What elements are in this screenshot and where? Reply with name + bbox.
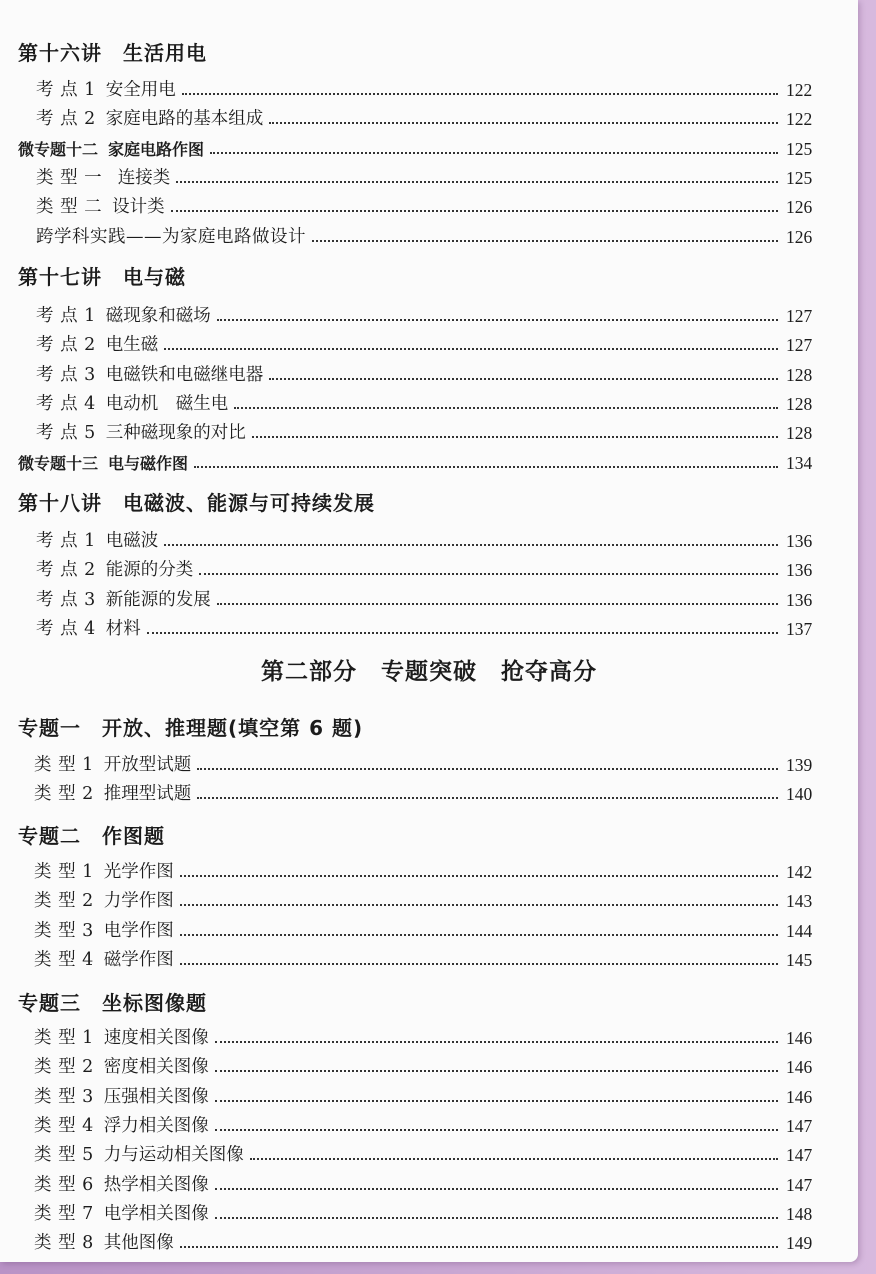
dot-leader <box>250 1158 778 1160</box>
dot-leader <box>180 875 778 877</box>
dot-leader <box>269 378 778 380</box>
page-number: 142 <box>786 862 813 882</box>
section-heading: 专题三 坐标图像题 <box>18 991 207 1015</box>
entry-title: 密度相关图像 <box>103 1057 209 1078</box>
entry-label: 类 型 1 <box>34 862 94 882</box>
page-number: 145 <box>786 949 813 970</box>
toc-entry[interactable] <box>0 299 858 327</box>
entry-label: 类 型 一 <box>36 167 103 188</box>
entry-title: 电磁铁和电磁继电器 <box>105 364 264 385</box>
entry-label: 类 型 6 <box>34 1174 94 1195</box>
page-number: 122 <box>786 80 813 100</box>
toc-entry[interactable] <box>0 220 858 248</box>
dot-leader <box>180 934 778 936</box>
entry-title: 推理型试题 <box>103 784 192 805</box>
page-number: 147 <box>786 1115 813 1136</box>
entry-label: 考 点 1 <box>36 80 96 100</box>
dot-leader <box>164 544 778 546</box>
toc-entry[interactable] <box>0 1226 858 1254</box>
toc-entry[interactable] <box>0 777 858 805</box>
dot-leader <box>180 963 778 965</box>
entry-label: 类 型 3 <box>34 920 94 941</box>
entry-title: 速度相关图像 <box>103 1028 209 1048</box>
entry-title: 材料 <box>105 618 141 639</box>
entry-label: 微专题十二 <box>18 139 99 159</box>
entry-title: 家庭电路作图 <box>108 139 205 159</box>
dot-leader <box>194 466 778 468</box>
entry-label: 考 点 2 <box>36 560 96 581</box>
entry-label: 类 型 3 <box>34 1086 94 1107</box>
toc-entry[interactable] <box>0 583 858 611</box>
entry-label: 考 点 5 <box>36 423 96 444</box>
dot-leader <box>252 436 778 438</box>
entry-title: 热学相关图像 <box>103 1174 209 1195</box>
dot-leader <box>215 1217 778 1219</box>
entry-title: 连接类 <box>112 167 171 188</box>
entry-label: 考 点 2 <box>36 109 96 130</box>
entry-title: 浮力相关图像 <box>103 1115 209 1136</box>
dot-leader <box>197 797 778 799</box>
entry-label: 类 型 5 <box>34 1145 94 1166</box>
entry-title: 电学作图 <box>103 920 174 941</box>
part-title: 第二部分 专题突破 抢夺高分 <box>261 659 597 685</box>
entry-title: 家庭电路的基本组成 <box>105 109 264 130</box>
toc-entry[interactable] <box>0 612 858 640</box>
page-number: 136 <box>786 531 813 551</box>
page-number: 128 <box>786 364 813 385</box>
page-number: 140 <box>786 784 813 805</box>
section-heading: 第十六讲 生活用电 <box>18 41 207 65</box>
page-number: 143 <box>786 891 813 912</box>
dot-leader <box>269 122 778 124</box>
dot-leader <box>180 1246 778 1248</box>
page-number: 144 <box>786 920 813 941</box>
toc-entry[interactable] <box>0 102 858 130</box>
dot-leader <box>164 348 778 350</box>
dot-leader <box>180 904 778 906</box>
toc-entry[interactable] <box>0 328 858 356</box>
page-number: 127 <box>786 335 813 356</box>
page-number: 136 <box>786 589 813 610</box>
entry-title: 电动机 磁生电 <box>105 393 229 414</box>
toc-entry[interactable] <box>0 748 858 776</box>
toc-entry[interactable] <box>0 524 858 552</box>
page-number: 128 <box>786 423 813 444</box>
entry-label: 类 型 4 <box>34 949 94 970</box>
entry-label: 考 点 4 <box>36 618 96 639</box>
entry-label: 考 点 1 <box>36 306 96 326</box>
toc-entry[interactable] <box>0 73 858 101</box>
entry-label: 考 点 2 <box>36 335 96 356</box>
toc-entry[interactable] <box>0 416 858 444</box>
toc-entry[interactable] <box>0 914 858 942</box>
toc-entry[interactable] <box>0 1050 858 1078</box>
page-number: 139 <box>786 755 813 775</box>
toc-entry[interactable] <box>0 943 858 971</box>
page-number: 146 <box>786 1028 813 1048</box>
toc-entry[interactable] <box>0 446 858 474</box>
entry-title: 力与运动相关图像 <box>103 1145 244 1166</box>
toc-entry[interactable] <box>0 855 858 883</box>
dot-leader <box>215 1188 778 1190</box>
entry-title: 三种磁现象的对比 <box>105 423 246 444</box>
entry-label: 考 点 1 <box>36 531 96 551</box>
dot-leader <box>217 319 778 321</box>
page-number: 126 <box>786 197 813 218</box>
dot-leader <box>215 1100 778 1102</box>
entry-label: 类 型 2 <box>34 1057 94 1078</box>
dot-leader <box>217 603 778 605</box>
entry-title: 能源的分类 <box>105 560 194 581</box>
section-heading: 专题二 作图题 <box>18 824 165 848</box>
toc-entry[interactable] <box>0 387 858 415</box>
page-number: 146 <box>786 1086 813 1107</box>
entry-label: 微专题十三 <box>18 453 99 473</box>
section-heading: 专题一 开放、推理题(填空第 6 题) <box>18 716 364 740</box>
page-number: 136 <box>786 560 813 581</box>
entry-title: 力学作图 <box>103 891 174 912</box>
entry-title: 电磁波 <box>105 531 159 551</box>
entry-title: 设计类 <box>112 197 165 218</box>
toc-entry[interactable] <box>0 1168 858 1196</box>
page-number: 126 <box>786 226 813 247</box>
dot-leader <box>215 1129 778 1131</box>
entry-label: 类 型 2 <box>34 784 94 805</box>
dot-leader <box>234 407 778 409</box>
page-number: 125 <box>786 167 813 188</box>
entry-title: 新能源的发展 <box>105 589 211 610</box>
entry-label: 跨学科实践——为家庭电路做设计 <box>36 226 306 247</box>
dot-leader <box>197 768 778 770</box>
entry-label: 类 型 7 <box>34 1203 94 1224</box>
entry-label: 类 型 8 <box>34 1233 94 1254</box>
page-number: 148 <box>786 1203 813 1224</box>
dot-leader <box>215 1041 778 1043</box>
dot-leader <box>199 573 778 575</box>
entry-title: 其他图像 <box>103 1233 174 1254</box>
toc-entry[interactable] <box>0 1021 858 1049</box>
dot-leader <box>171 210 778 212</box>
toc-entry[interactable] <box>0 358 858 386</box>
entry-title: 电与磁作图 <box>108 453 189 473</box>
entry-label: 类 型 4 <box>34 1115 94 1136</box>
entry-label: 考 点 4 <box>36 393 96 414</box>
toc-entry[interactable] <box>0 1109 858 1137</box>
toc-entry[interactable] <box>0 190 858 218</box>
toc-entry[interactable] <box>0 884 858 912</box>
entry-title: 磁学作图 <box>103 949 174 970</box>
page-number: 134 <box>786 452 813 473</box>
dot-leader <box>210 152 778 154</box>
entry-title: 电学相关图像 <box>103 1203 209 1224</box>
toc-entry[interactable] <box>0 553 858 581</box>
entry-label: 考 点 3 <box>36 364 96 385</box>
dot-leader <box>215 1070 778 1072</box>
page-number: 127 <box>786 306 813 326</box>
page-number: 137 <box>786 618 813 639</box>
toc-entry[interactable] <box>0 132 858 160</box>
dot-leader <box>147 632 778 634</box>
entry-label: 类 型 1 <box>34 1028 94 1048</box>
entry-label: 类 型 二 <box>36 197 103 218</box>
entry-title: 开放型试题 <box>103 755 192 775</box>
section-heading: 第十八讲 电磁波、能源与可持续发展 <box>18 491 375 515</box>
dot-leader <box>182 93 778 95</box>
section-heading: 第十七讲 电与磁 <box>18 265 186 289</box>
toc-entry[interactable] <box>0 161 858 189</box>
toc-entry[interactable] <box>0 1138 858 1166</box>
dot-leader <box>312 240 778 242</box>
entry-title: 磁现象和磁场 <box>105 306 211 326</box>
entry-label: 考 点 3 <box>36 589 96 610</box>
page-number: 146 <box>786 1057 813 1078</box>
page-number: 147 <box>786 1145 813 1166</box>
page-number: 128 <box>786 393 813 414</box>
entry-label: 类 型 2 <box>34 891 94 912</box>
entry-title: 光学作图 <box>103 862 174 882</box>
page-number: 125 <box>786 138 813 159</box>
entry-label: 类 型 1 <box>34 755 94 775</box>
dot-leader <box>176 181 778 183</box>
page-number: 149 <box>786 1233 813 1254</box>
page-number: 122 <box>786 109 813 130</box>
toc-entry[interactable] <box>0 1197 858 1225</box>
entry-title: 安全用电 <box>105 80 176 100</box>
entry-title: 电生磁 <box>105 335 159 356</box>
toc-entry[interactable] <box>0 1080 858 1108</box>
entry-title: 压强相关图像 <box>103 1086 209 1107</box>
page-number: 147 <box>786 1174 813 1195</box>
